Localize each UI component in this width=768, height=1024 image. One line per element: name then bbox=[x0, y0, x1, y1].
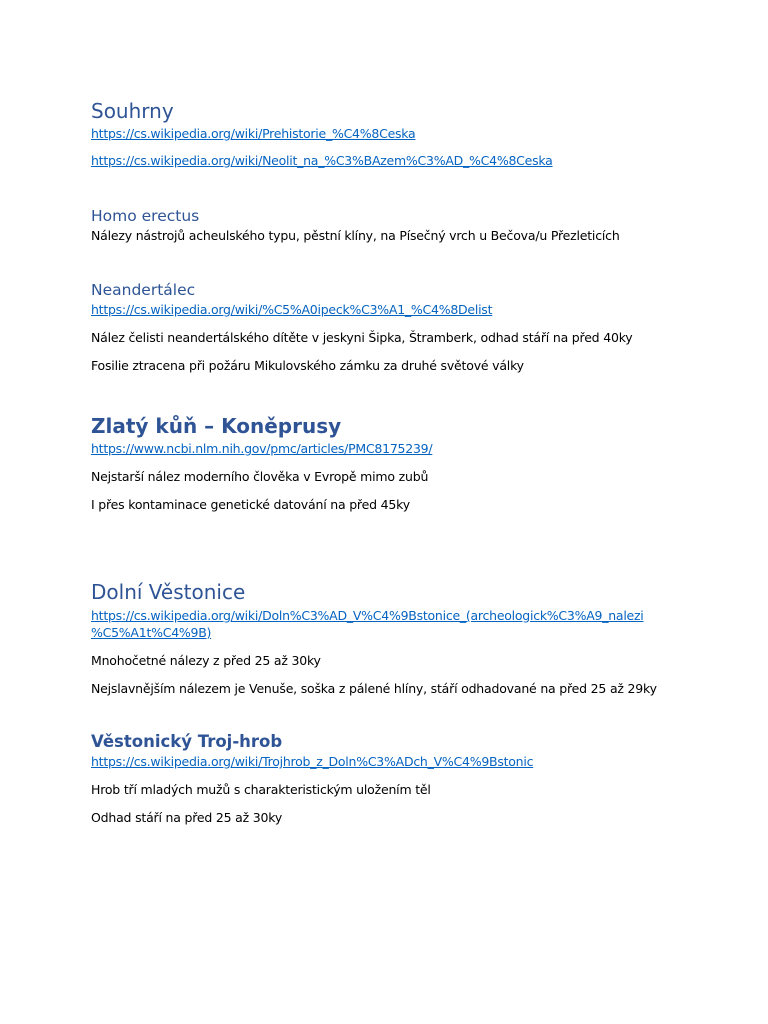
paragraph-trojhrob-2: Odhad stáří na před 25 až 30ky bbox=[91, 810, 283, 825]
paragraph-neandertalec-2: Fosilie ztracena při požáru Mikulovského zámku za druhé světové války bbox=[91, 358, 524, 373]
paragraph-zlaty-kun-1: Nejstarší nález moderního člověka v Evropě mimo zubů bbox=[91, 469, 429, 484]
link-prehistorie[interactable]: https://cs.wikipedia.org/wiki/Prehistorie_%C4%8Ceska bbox=[91, 126, 416, 141]
link-sipecka-celist[interactable]: https://cs.wikipedia.org/wiki/%C5%A0ipeck%C3%A1_%C4%8Delist bbox=[91, 302, 493, 317]
link-dolni-vestonice-line1[interactable]: https://cs.wikipedia.org/wiki/Doln%C3%AD_V%C4%9Bstonice_(archeologick%C3%A9_nalezi bbox=[91, 608, 644, 623]
paragraph-dolni-vestonice-1: Mnohočetné nálezy z před 25 až 30ky bbox=[91, 653, 321, 668]
link-ncbi[interactable]: https://www.ncbi.nlm.nih.gov/pmc/articles/PMC8175239/ bbox=[91, 441, 433, 456]
paragraph-homo-erectus: Nálezy nástrojů acheulského typu, pěstní klíny, na Písečný vrch u Bečova/u Přezleticích bbox=[91, 228, 620, 243]
heading-souhrny: Souhrny bbox=[91, 99, 174, 123]
link-trojhrob[interactable]: https://cs.wikipedia.org/wiki/Trojhrob_z_Doln%C3%ADch_V%C4%9Bstonic bbox=[91, 754, 534, 769]
link-neolit[interactable]: https://cs.wikipedia.org/wiki/Neolit_na_%C3%BAzem%C3%AD_%C4%8Ceska bbox=[91, 153, 553, 168]
link-dolni-vestonice-line2[interactable]: %C5%A1t%C4%9B) bbox=[91, 625, 212, 640]
heading-zlaty-kun: Zlatý kůň – Koněprusy bbox=[91, 414, 342, 438]
paragraph-dolni-vestonice-2: Nejslavnějším nálezem je Venuše, soška z pálené hlíny, stáří odhadované na před 25 až 29ky bbox=[91, 681, 657, 696]
paragraph-zlaty-kun-2: I přes kontaminace genetické datování na před 45ky bbox=[91, 497, 410, 512]
heading-homo-erectus: Homo erectus bbox=[91, 207, 200, 225]
heading-trojhrob: Věstonický Troj-hrob bbox=[91, 732, 283, 751]
heading-dolni-vestonice: Dolní Věstonice bbox=[91, 580, 246, 604]
heading-neandertalec: Neandertálec bbox=[91, 281, 196, 299]
paragraph-trojhrob-1: Hrob tří mladých mužů s charakteristickým uložením těl bbox=[91, 782, 431, 797]
paragraph-neandertalec-1: Nález čelisti neandertálského dítěte v jeskyni Šipka, Štramberk, odhad stáří na před 40ky bbox=[91, 330, 633, 345]
